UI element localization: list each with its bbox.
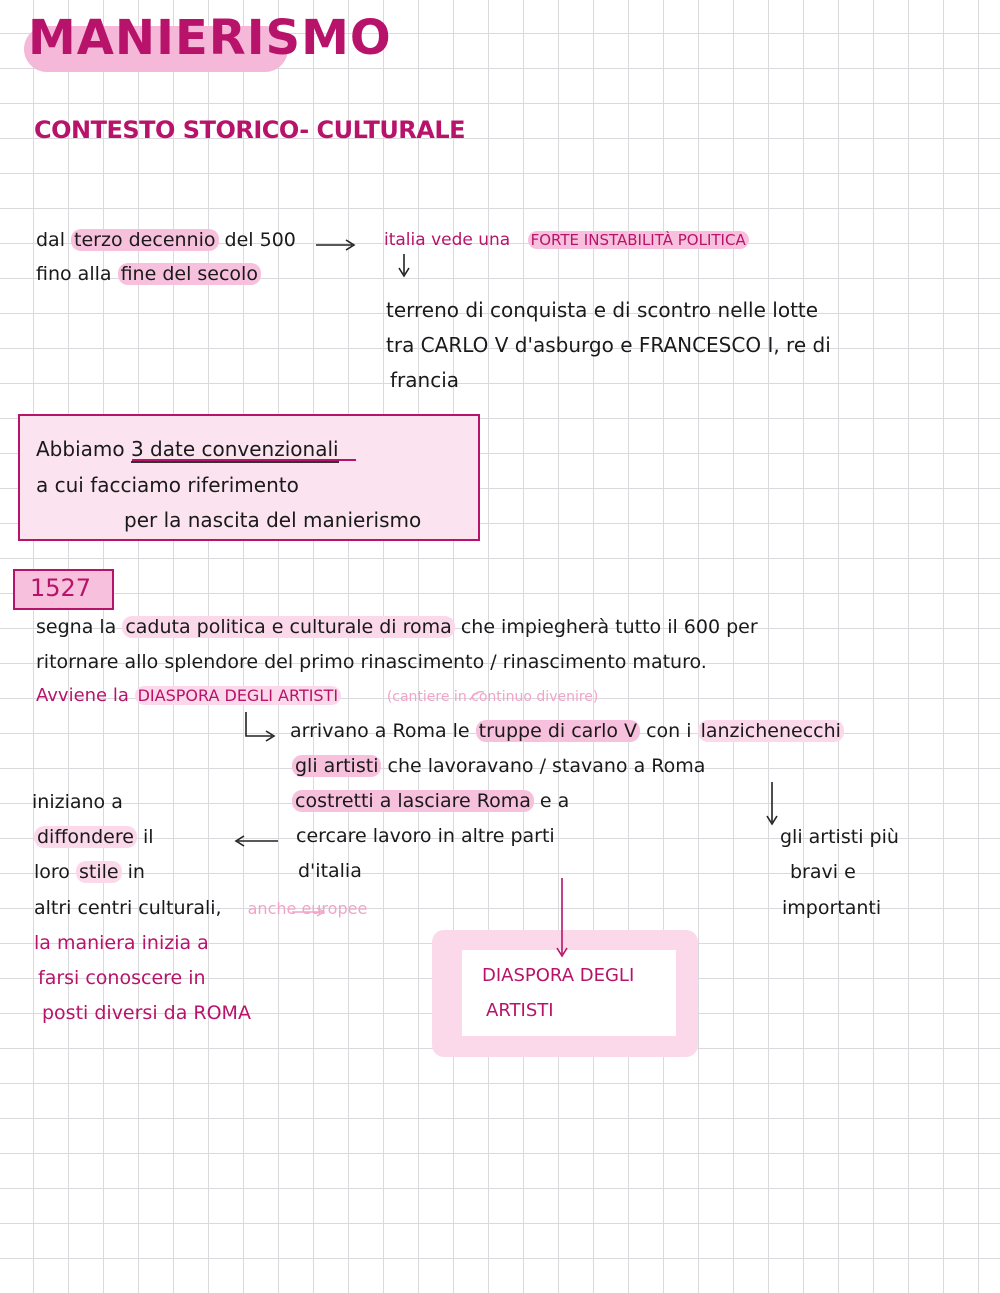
right-line-1: gli artisti più (780, 826, 899, 848)
text: il (142, 826, 154, 848)
section-subtitle: CONTESTO STORICO- CULTURALE (34, 116, 466, 144)
right-line-3: importanti (782, 897, 882, 919)
highlight-instabilita: FORTE INSTABILITÀ POLITICA (528, 231, 749, 249)
text: Avviene la (36, 685, 129, 706)
year-line-2: ritornare allo splendore del primo rinascimento / rinascimento maturo. (36, 651, 707, 673)
highlight-caduta: caduta politica e culturale di roma (122, 616, 454, 638)
highlight-stile: stile (76, 861, 122, 883)
left-line-7: posti diversi da ROMA (42, 1002, 251, 1024)
curved-arrow-icon (470, 692, 484, 700)
highlight-diaspora: DIASPORA DEGLI ARTISTI (135, 686, 341, 705)
annotation-cantiere: (cantiere in continuo divenire) (386, 689, 599, 705)
text: e a (539, 790, 570, 812)
year-1527: 1527 (30, 574, 92, 602)
annotation-europee: anche europee (247, 899, 368, 918)
text: che lavoravano / stavano a Roma (387, 755, 706, 777)
conquest-line-1: terreno di conquista e di scontro nelle lotte (386, 298, 819, 322)
diaspora-line-1: DIASPORA DEGLI (482, 965, 635, 986)
text: loro (34, 861, 70, 883)
text: arrivano a Roma le (290, 720, 470, 742)
underline-3-date: 3 date convenzionali (130, 437, 339, 461)
text: dal (36, 229, 65, 251)
left-line-5: la maniera inizia a (34, 932, 209, 954)
text: fino alla (36, 263, 112, 285)
highlight-fine-secolo: fine del secolo (118, 263, 261, 285)
page-title: MANIERISMO (28, 10, 392, 66)
conquest-line-2: tra CARLO V d'asburgo e FRANCESCO I, re di (386, 333, 831, 357)
highlight-lanzichenecchi: lanzichenecchi (698, 720, 844, 742)
text: del 500 (224, 229, 296, 251)
highlight-gli-artisti: gli artisti (292, 755, 381, 777)
text: con i (646, 720, 692, 742)
dates-line-3: per la nascita del manierismo (124, 508, 422, 532)
left-line-6: farsi conoscere in (38, 967, 206, 989)
text: in (127, 861, 145, 883)
text: Abbiamo (36, 437, 125, 461)
text: che impiegherà tutto il 600 per (460, 616, 758, 638)
highlight-diffondere: diffondere (34, 826, 137, 848)
text: italia vede una (384, 230, 511, 250)
left-line-1: iniziano a (32, 791, 123, 813)
highlight-terzo-decennio: terzo decennio (71, 229, 218, 251)
highlight-truppe: truppe di carlo V (476, 720, 640, 742)
text: segna la (36, 616, 117, 638)
right-line-2: bravi e (790, 861, 856, 883)
text: altri centri culturali, (34, 897, 222, 919)
conquest-line-3: francia (390, 368, 460, 392)
middle-line-4: cercare lavoro in altre parti (296, 825, 555, 847)
dates-line-2: a cui facciamo riferimento (36, 473, 299, 497)
diaspora-line-2: ARTISTI (486, 1000, 554, 1021)
highlight-costretti: costretti a lasciare Roma (292, 790, 534, 812)
middle-line-5: d'italia (298, 860, 362, 882)
